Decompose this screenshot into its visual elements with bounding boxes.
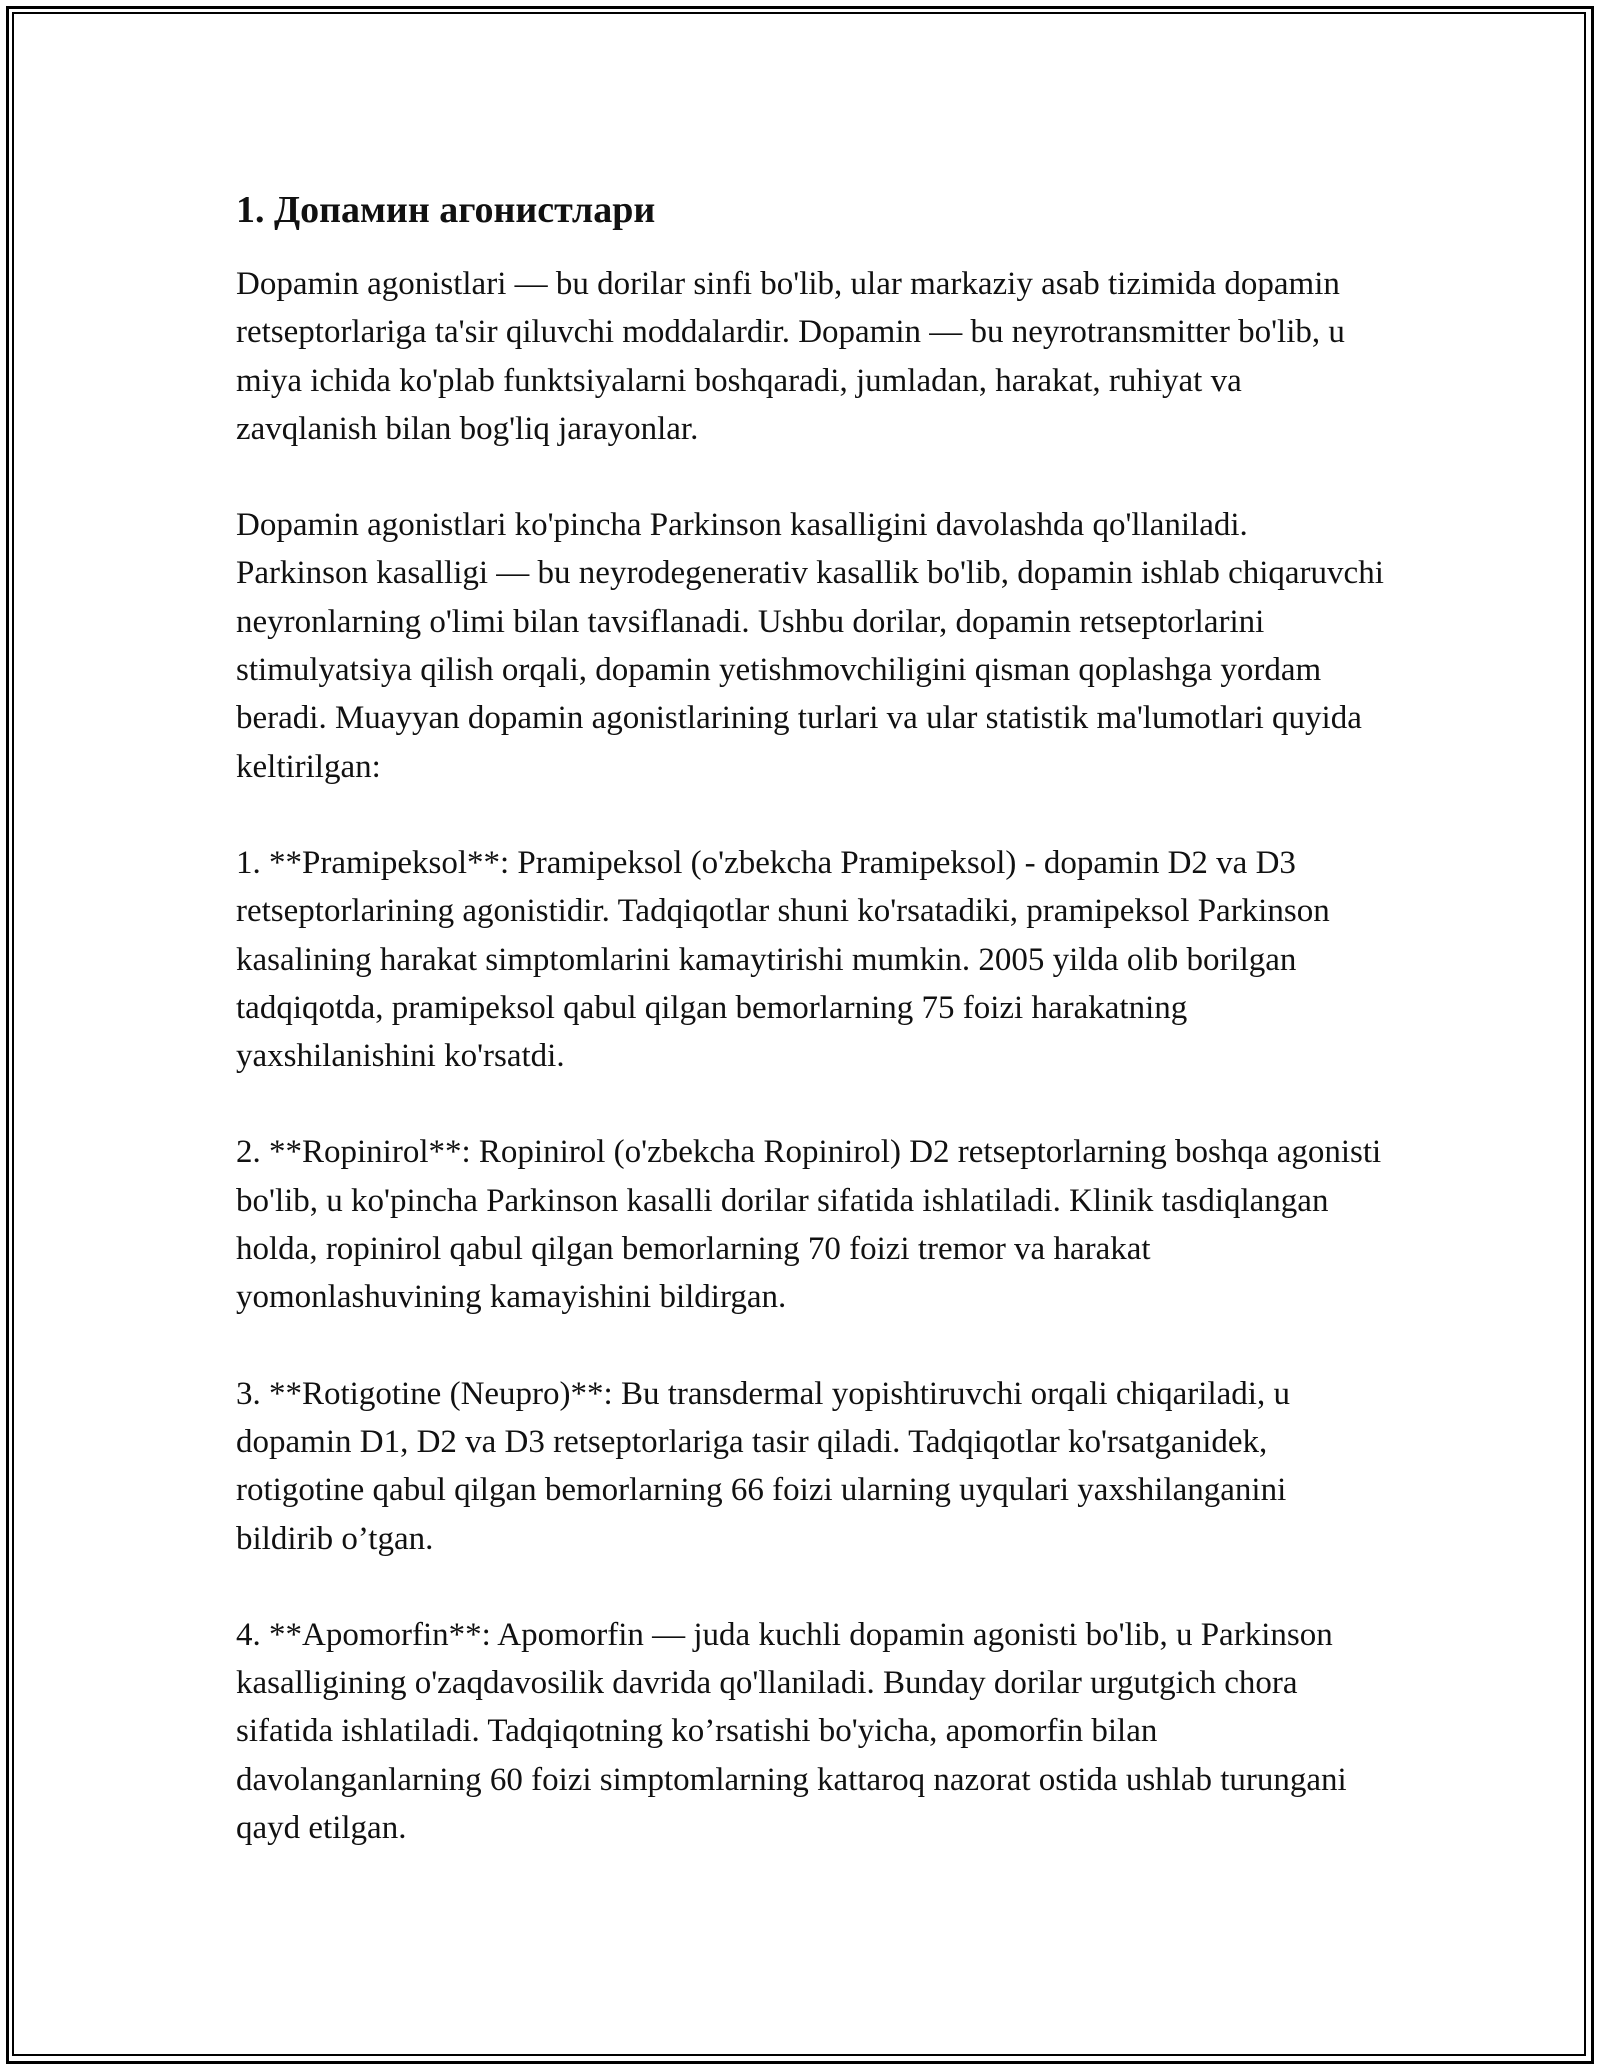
paragraph-parkinson: Dopamin agonistlari ko'pincha Parkinson kasalligini davolashda qo'llaniladi. Parkinson kasalligi — bu neyrodegenerativ kasallik bo'lib, dopamin ishlab chiqaruvchi neyronlarning o'limi bilan tavsiflanadi. Ushbu dorilar, dopamin retseptorlarini stimulyatsiya qilish orqali, dopamin yetishmovchiligini qisman qoplashga yordam beradi. Muayyan dopamin agonistlarining turlari va ular statistik ma'lumotlari quyida keltirilgan: xyxy=(236,507,1384,785)
paragraph-rotigotine: 3. **Rotigotine (Neupro)**: Bu transdermal yopishtiruvchi orqali chiqariladi, u dopamin D1, D2 va D3 retseptorlariga tasir qiladi. Tadqiqotlar ko'rsatganidek, rotigotine qabul qilgan bemorlarning 66 foizi ularning uyqulari yaxshilanganini bildirib o’tgan. xyxy=(236,1375,1290,1557)
paragraph-ropinirol: 2. **Ropinirol**: Ropinirol (o'zbekcha Ropinirol) D2 retseptorlarning boshqa agonisti bo'lib, u ko'pincha Parkinson kasalli dorilar sifatida ishlatiladi. Klinik tasdiqlangan holda, ropinirol qabul qilgan bemorlarning 70 foizi tremor va harakat yomonlashuvining kamayishini bildirgan. xyxy=(236,1134,1382,1316)
paragraph-apomorfin: 4. **Apomorfin**: Apomorfin — juda kuchli dopamin agonisti bo'lib, u Parkinson kasalligining o'zaqdavosilik davrida qo'llaniladi. Bunday dorilar urgutgich chora sifatida ishlatiladi. Tadqiqotning ko’rsatishi bo'yicha, apomorfin bilan davolanganlarning 60 foizi simptomlarning kattaroq nazorat ostida ushlab turungani qayd etilgan. xyxy=(236,1616,1347,1847)
paragraph-intro: Dopamin agonistlari — bu dorilar sinfi bo'lib, ular markaziy asab tizimida dopamin retseptorlariga ta'sir qiluvchi moddalardir. Dopamin — bu neyrotransmitter bo'lib, u miya ichida ko'plab funktsiyalarni boshqaradi, jumladan, harakat, ruhiyat va zavqlanish bilan bog'liq jarayonlar. xyxy=(236,266,1345,447)
section-heading: 1. Допамин агонистлари xyxy=(236,189,656,231)
paragraph-pramipeksol: 1. **Pramipeksol**: Pramipeksol (o'zbekcha Pramipeksol) - dopamin D2 va D3 retseptorlarining agonistidir. Tadqiqotlar shuni ko'rsatadiki, pramipeksol Parkinson kasalining harakat simptomlarini kamaytirishi mumkin. 2005 yilda olib borilgan tadqiqotda, pramipeksol qabul qilgan bemorlarning 75 foizi harakatning yaxshilanishini ko'rsatdi. xyxy=(236,844,1330,1075)
document-body xyxy=(236,186,1386,1900)
